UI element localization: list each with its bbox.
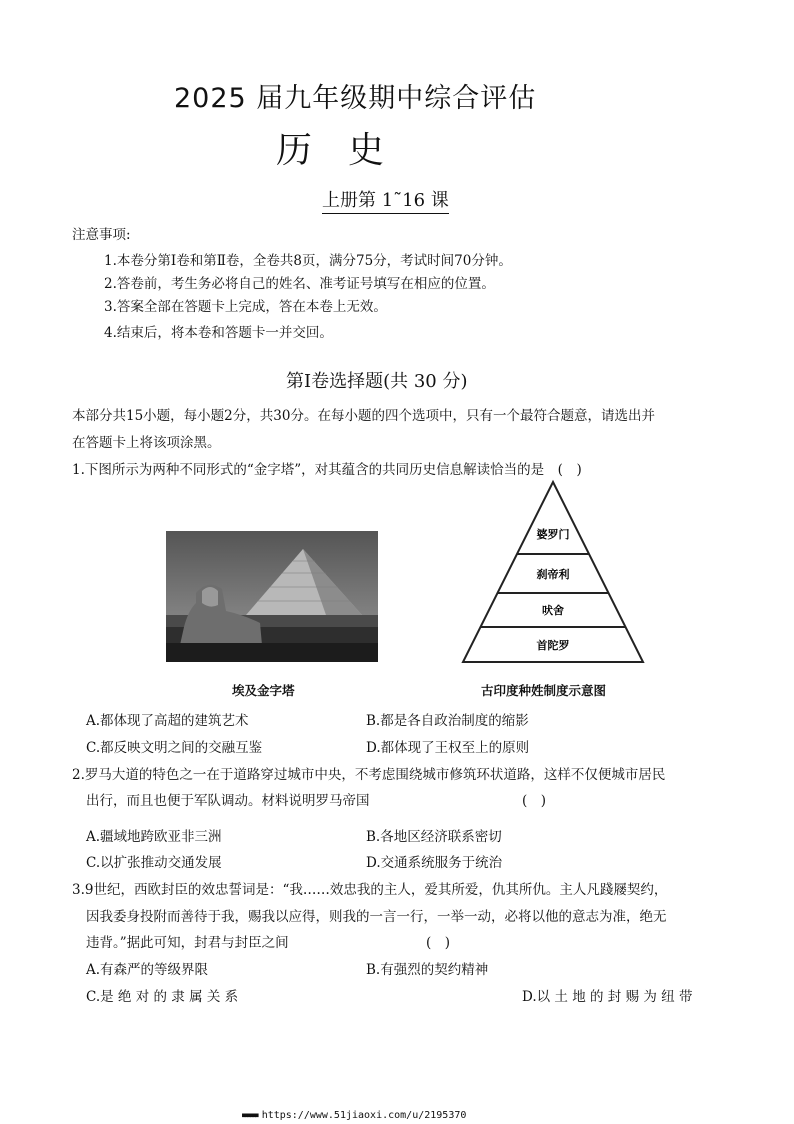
caste-pyramid-diagram	[460, 479, 646, 665]
q3-option-d: D.以 土 地 的 封 赐 为 纽 带	[522, 989, 693, 1005]
q1-option-b: B.都是各自政治制度的缩影	[366, 713, 529, 729]
exam-title: 2025 届九年级期中综合评估	[174, 83, 537, 114]
q1-option-d: D.都体现了王权至上的原则	[366, 740, 530, 756]
footer-mark: ■■■■■■	[242, 1111, 258, 1119]
caste-level-shudra: 首陀罗	[536, 639, 570, 652]
section-intro-line2: 在答题卡上将该项涂黑。	[72, 435, 221, 451]
footer-url[interactable]: https://www.51jiaoxi.com/u/2195370	[261, 1110, 467, 1121]
section-title: 第Ⅰ卷选择题(共 30 分)	[286, 371, 468, 392]
section-intro-line1: 本部分共15小题，每小题2分，共30分。在每小题的四个选项中，只有一个最符合题意，请选出并	[72, 408, 655, 424]
q3-stem-line1: 3.9世纪，西欧封臣的效忠誓词是：“我……效忠我的主人，爱其所爱，仇其所仇。主人凡踐屦契约，	[72, 882, 668, 898]
exam-scope: 上册第 1˜16 课	[322, 186, 449, 214]
footer-watermark	[242, 1110, 466, 1121]
q2-option-d: D.交通系统服务于统治	[366, 855, 503, 871]
notice-item-3: 3.答案全部在答题卡上完成，答在本卷上无效。	[104, 299, 387, 315]
subject-title: 历史	[276, 130, 421, 171]
q2-bracket: ( )	[522, 793, 547, 809]
q2-stem-line1: 2.罗马大道的特色之一在于道路穿过城市中央，不考虑围绕城市修筑环状道路，这样不仅便城市居民	[72, 767, 666, 783]
q2-option-c: C.以扩张推动交通发展	[86, 855, 222, 871]
fig-right-caption: 古印度种姓制度示意图	[481, 683, 607, 698]
q1-option-a: A.都体现了高超的建筑艺术	[86, 713, 249, 729]
q3-stem-line2: 因我委身投附而善待于我，赐我以应得，则我的一言一行，一举一动，必将以他的意志为准，绝无	[86, 909, 667, 925]
q3-stem-line3: 违背。”据此可知，封君与封臣之间	[86, 935, 289, 951]
caste-level-vaishya: 吠舍	[542, 604, 564, 617]
q3-bracket: ( )	[426, 935, 451, 951]
q3-option-b: B.有强烈的契约精神	[366, 962, 489, 978]
caste-level-brahmin: 婆罗门	[536, 528, 570, 541]
q3-option-a: A.有森严的等级界限	[86, 962, 209, 978]
q1-option-c: C.都反映文明之间的交融互鉴	[86, 740, 263, 756]
fig-left-caption: 埃及金字塔	[232, 683, 295, 698]
egypt-pyramid-photo	[166, 531, 378, 662]
notice-item-4: 4.结束后，将本卷和答题卡一并交回。	[104, 325, 333, 341]
notice-item-1: 1.本卷分第Ⅰ卷和第Ⅱ卷，全卷共8页，满分75分，考试时间70分钟。	[104, 253, 512, 269]
caste-level-kshatriya: 刹帝利	[536, 568, 570, 581]
q3-option-c: C.是 绝 对 的 隶 属 关 系	[86, 989, 239, 1005]
q2-option-a: A.疆域地跨欧亚非三洲	[86, 829, 222, 845]
notice-heading: 注意事项:	[72, 227, 131, 243]
q1-stem: 1.下图所示为两种不同形式的“金字塔”，对其蕴含的共同历史信息解读恰当的是 ( )	[72, 462, 582, 478]
notice-item-2: 2.答卷前，考生务必将自己的姓名、准考证号填写在相应的位置。	[104, 276, 495, 292]
q2-option-b: B.各地区经济联系密切	[366, 829, 502, 845]
q2-stem-line2: 出行，而且也便于军队调动。材料说明罗马帝国	[86, 793, 370, 809]
